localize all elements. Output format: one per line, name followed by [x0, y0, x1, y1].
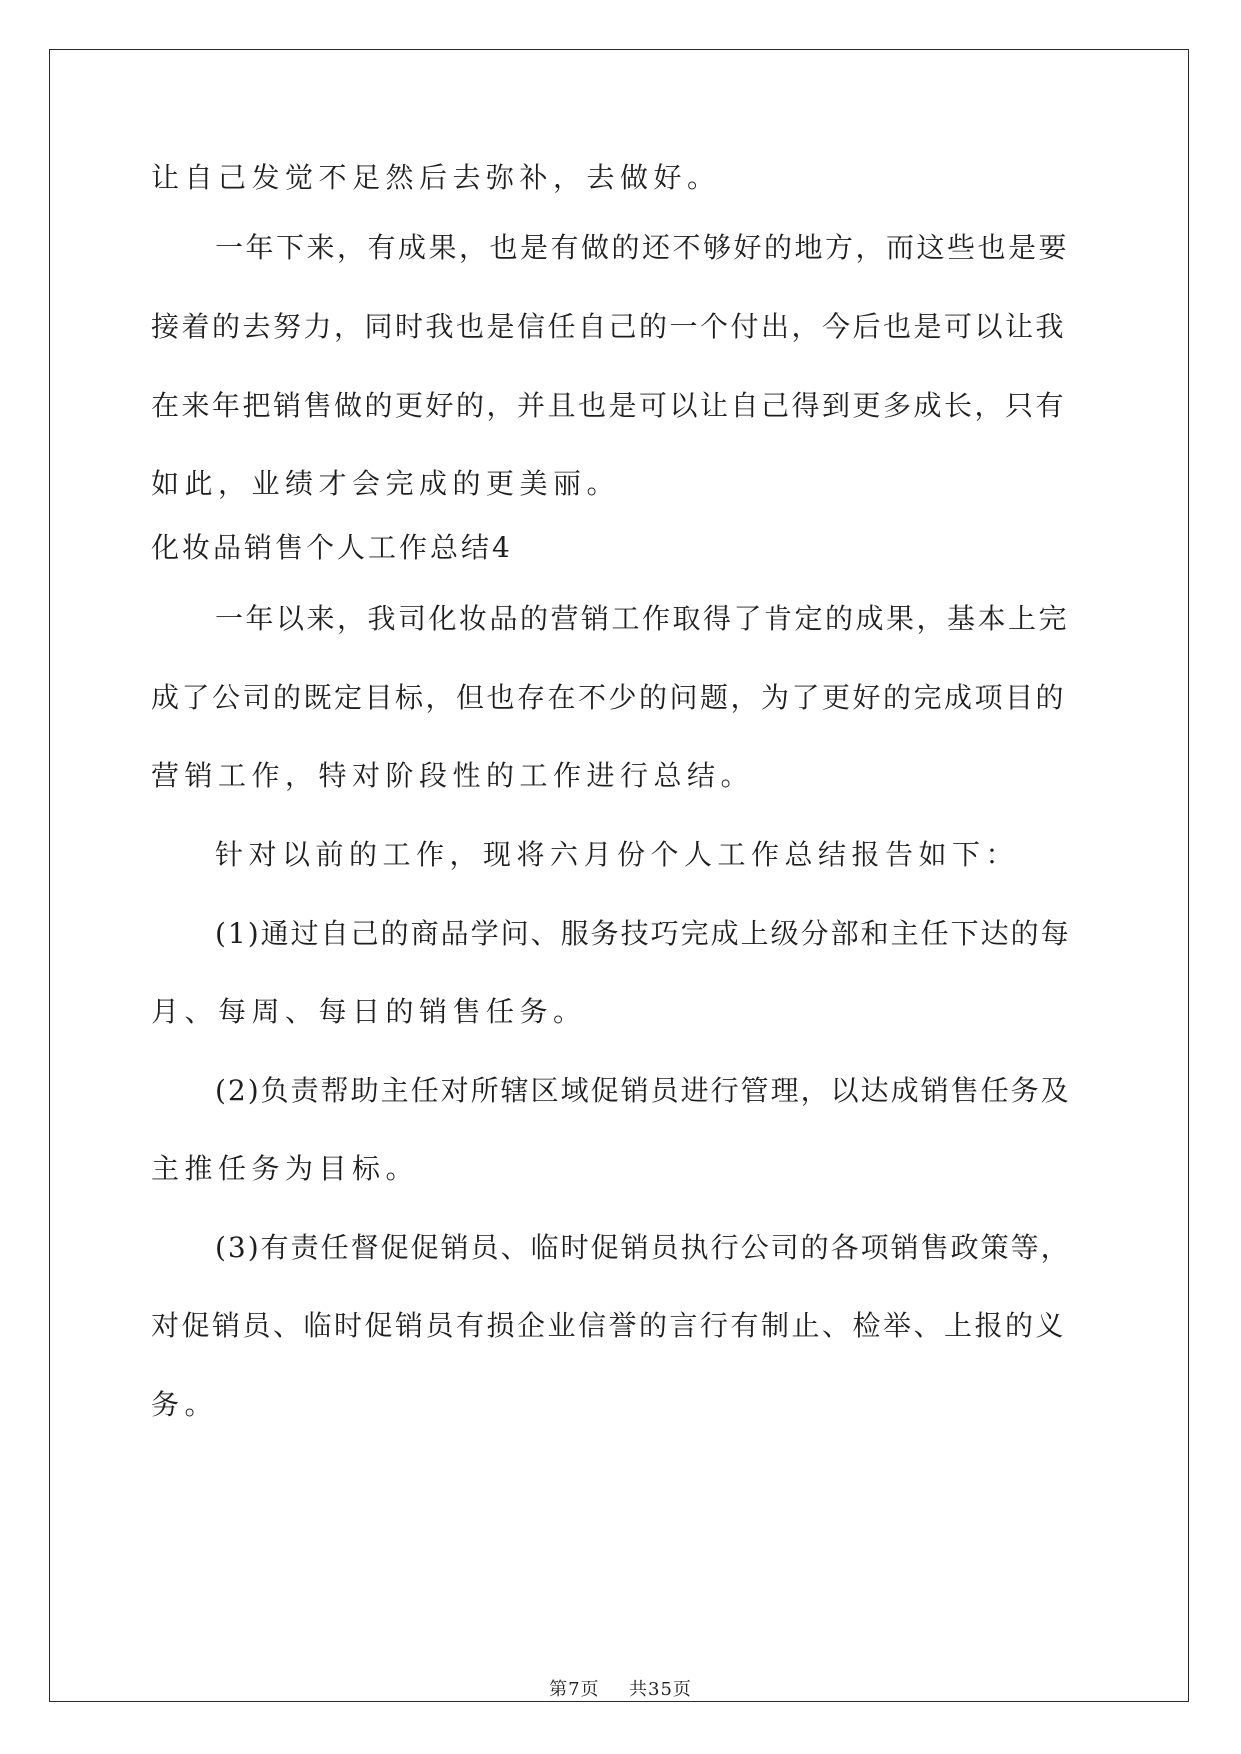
- page-border: [49, 49, 1189, 1702]
- paragraph-line: (2)负责帮助主任对所辖区域促销员进行管理，以达成销售任务及: [215, 1074, 1071, 1107]
- paragraph-line: 营销工作，特对阶段性的工作进行总结。: [151, 759, 755, 792]
- paragraph-line: 务。: [151, 1388, 219, 1421]
- paragraph-line: (1)通过自己的商品学问、服务技巧完成上级分部和主任下达的每: [215, 917, 1071, 950]
- page-number: 第7页: [549, 1679, 600, 1700]
- paragraph-line: 月、每周、每日的销售任务。: [151, 995, 587, 1028]
- paragraph-line: 接着的去努力，同时我也是信任自己的一个付出，今后也是可以让我: [151, 310, 1067, 343]
- paragraph-line: (3)有责任督促促销员、临时促销员执行公司的各项销售政策等，: [215, 1231, 1071, 1264]
- page-footer: [0, 1678, 1241, 1702]
- section-heading: 化妆品销售个人工作总结4: [151, 531, 513, 564]
- paragraph-line: 主推任务为目标。: [151, 1152, 420, 1185]
- paragraph-line: 如此，业绩才会完成的更美丽。: [151, 467, 621, 500]
- paragraph-line: 让自己发觉不足然后去弥补，去做好。: [151, 161, 721, 194]
- paragraph-line: 对促销员、临时促销员有损企业信誉的言行有制止、检举、上报的义: [151, 1309, 1067, 1342]
- paragraph-line: 在来年把销售做的更好的，并且也是可以让自己得到更多成长，只有: [151, 389, 1067, 422]
- paragraph-line: 一年下来，有成果，也是有做的还不够好的地方，而这些也是要: [215, 231, 1070, 264]
- paragraph-line: 针对以前的工作，现将六月份个人工作总结报告如下：: [215, 838, 1020, 871]
- page-total: 共35页: [629, 1679, 692, 1700]
- paragraph-line: 一年以来，我司化妆品的营销工作取得了肯定的成果，基本上完: [215, 602, 1070, 635]
- paragraph-line: 成了公司的既定目标，但也存在不少的问题，为了更好的完成项目的: [151, 681, 1067, 714]
